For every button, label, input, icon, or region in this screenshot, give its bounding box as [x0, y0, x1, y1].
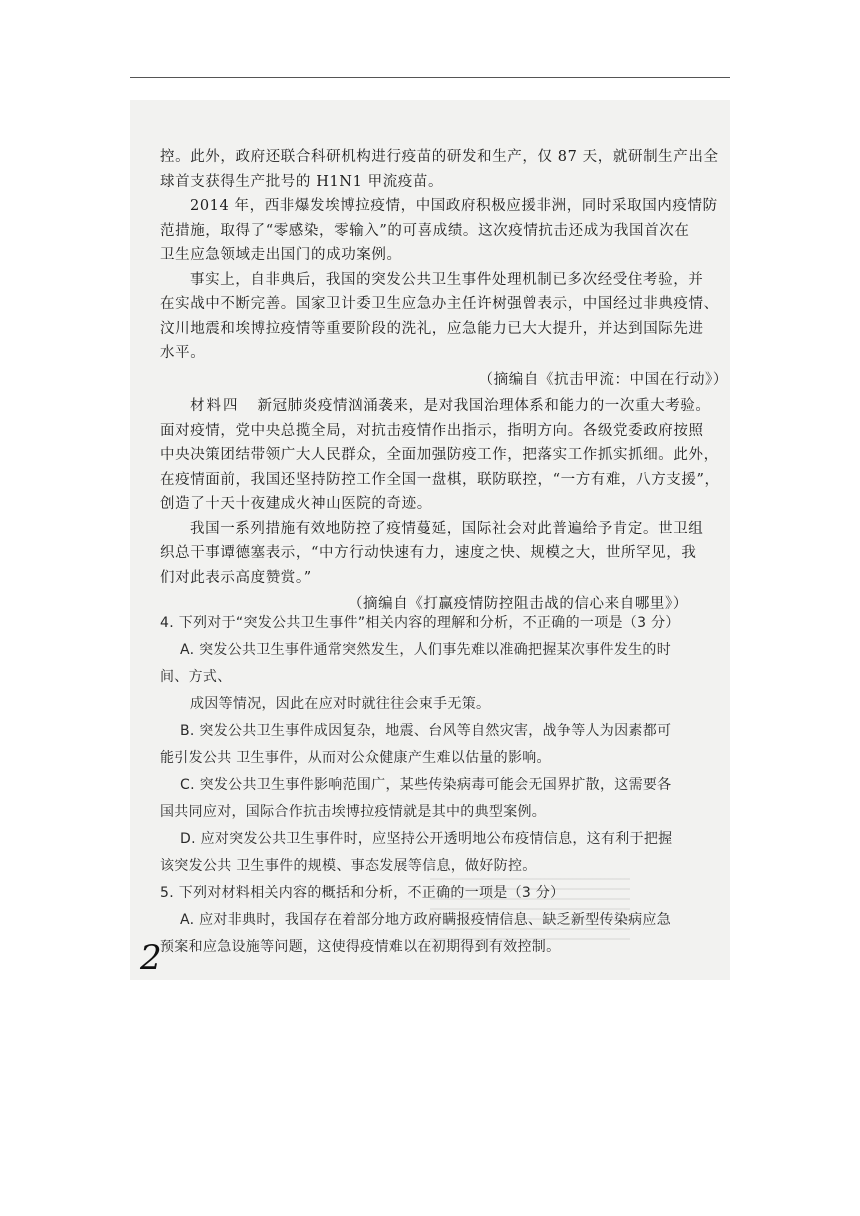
question-5-option-a: A. 应对非典时，我国存在着部分地方政府瞒报疫情信息、缺乏新型传染病应急 [180, 912, 672, 928]
passage-line: 卫生应急领域走出国门的成功案例。 [160, 247, 402, 263]
passage-line: 在实战中不断完善。国家卫计委卫生应急办主任许树强曾表示，中国经过非典疫情、 [160, 296, 719, 312]
header-rule [130, 77, 730, 78]
passage-line: 2014 年，西非爆发埃博拉疫情，中国政府积极应援非洲，同时采取国内疫情防 [190, 198, 718, 214]
material-4-first-line [160, 394, 728, 419]
passage-line: 创造了十天十夜建成火神山医院的奇迹。 [160, 496, 432, 512]
passage-line: 水平。 [160, 345, 206, 361]
passage-line: 汶川地震和埃博拉疫情等重要阶段的洗礼，应急能力已大大提升，并达到国际先进 [160, 320, 704, 337]
question-4-option-c: C. 突发公共卫生事件影响范围广，某些传染病毒可能会无国界扩散，这需要各 [180, 777, 672, 793]
question-4-option-b: B. 突发公共卫生事件成因复杂，地震、台风等自然灾害，战争等人为因素都可 [180, 723, 672, 739]
passage-line: 我国一系列措施有效地防控了疫情蔓延，国际社会对此普遍给予肯定。世卫组 [190, 520, 704, 537]
material-4-label: 材料四 [190, 398, 240, 414]
passage-line: 们对此表示高度赞赏。” [160, 569, 312, 586]
passage-line: 在疫情面前，我国还坚持防控工作全国一盘棋，联防联控，“一方有难，八方支援”， [160, 471, 720, 488]
question-4-option-c-continued: 国共同应对，国际合作抗击埃博拉疫情就是其中的典型案例。 [160, 804, 547, 820]
scan-bleed-through [430, 870, 630, 940]
passage-text [160, 145, 728, 619]
question-4-option-a-continued: 间、方式、 [160, 669, 232, 685]
handwritten-page-number: 2 [140, 938, 162, 978]
passage-line: 新冠肺炎疫情汹涌袭来，是对我国治理体系和能力的一次重大考验。 [257, 398, 711, 414]
question-5-stem: 5. 下列对材料相关内容的概括和分析，不正确的一项是（3 分） [160, 885, 565, 901]
question-4-option-a: A. 突发公共卫生事件通常突然发生，人们事先难以准确把握某次事件发生的时 [180, 642, 672, 658]
passage-line: 中央决策团结带领广大人民群众，全面加强防疫工作，把落实工作抓实抓细。此外， [160, 447, 719, 463]
question-4-option-d: D. 应对突发公共卫生事件时，应坚持公开透明地公布疫情信息，这有利于把握 [180, 831, 673, 847]
passage-line: 织总干事谭德塞表示，“中方行动快速有力，速度之快、规模之大，世所罕见，我 [160, 545, 697, 561]
question-4-option-d-continued: 该突发公共 卫生事件的规模、事态发展等信息，做好防控。 [160, 858, 537, 874]
passage-line: 球首支获得生产批号的 H1N1 甲流疫苗。 [160, 173, 444, 190]
question-4-option-a-continued: 成因等情况，因此在应对时就往往会束手无策。 [190, 696, 491, 712]
question-5-option-a-continued: 预案和应急设施等问题，这使得疫情难以在初期得到有效控制。 [160, 939, 561, 955]
passage-line: 范措施，取得了“零感染，零输入”的可喜成绩。这次疫情抗击还成为我国首次在 [160, 222, 690, 239]
passage-line: 事实上，自非典后，我国的突发公共卫生事件处理机制已多次经受住考验，并 [190, 271, 704, 288]
passage-line: 控。此外，政府还联合科研机构进行疫苗的研发和生产，仅 87 天，就研制生产出全 [160, 149, 719, 165]
source-citation-3: （摘编自《抗击甲流：中国在行动》） [478, 371, 728, 388]
source-citation-4: （摘编自《打赢疫情防控阻击战的信心来自哪里》） [347, 596, 688, 612]
question-4-stem: 4. 下列对于“突发公共卫生事件”相关内容的理解和分析，不正确的一项是（3 分） [160, 615, 680, 631]
question-4-option-b-continued: 能引发公共 卫生事件，从而对公众健康产生难以估量的影响。 [160, 750, 551, 766]
passage-line: 面对疫情，党中央总揽全局，对抗击疫情作出指示，指明方向。各级党委政府按照 [160, 422, 704, 439]
